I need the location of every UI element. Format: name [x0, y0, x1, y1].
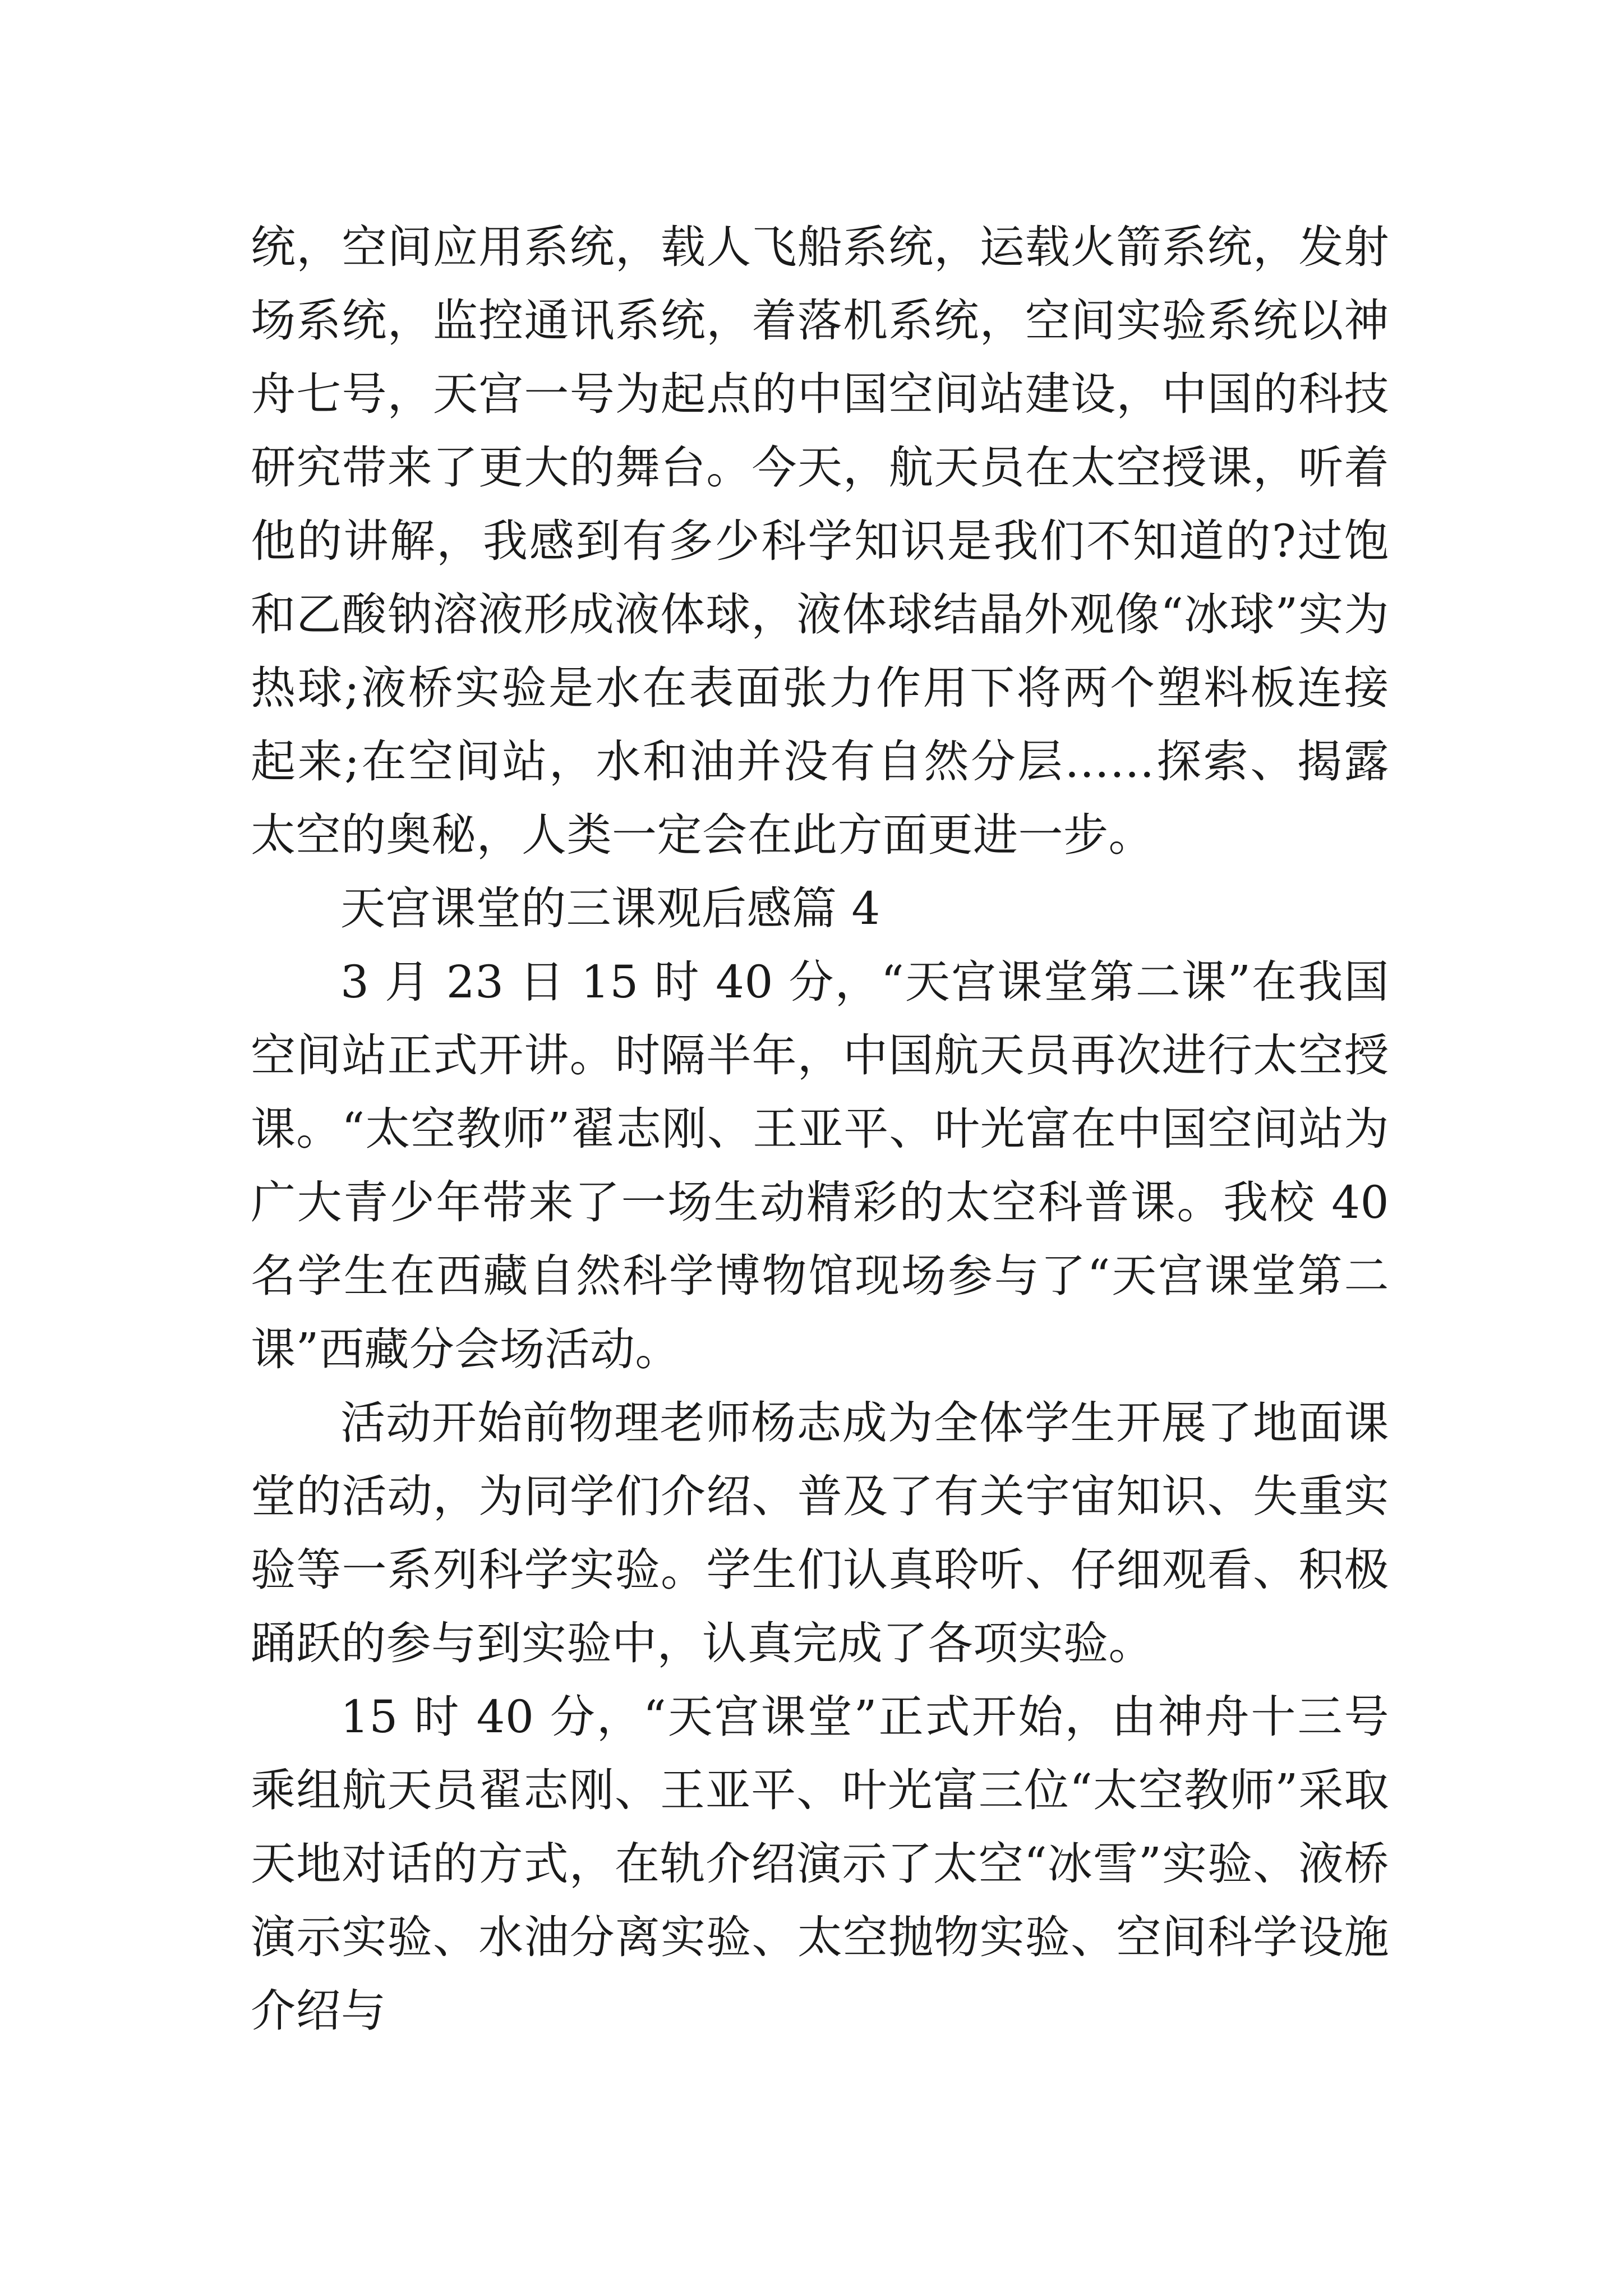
document-body: [251, 210, 1389, 2047]
paragraph-body: 活动开始前物理老师杨志成为全体学生开展了地面课堂的活动，为同学们介绍、普及了有关宇宙知识、失重实验等一系列科学实验。学生们认真聆听、仔细观看、积极踊跃的参与到实验中，认真完成了各项实验。: [251, 1397, 1389, 1669]
paragraph-continuation: 统，空间应用系统，载人飞船系统，运载火箭系统，发射场系统，监控通讯系统，着落机系统，空间实验系统以神舟七号，天宫一号为起点的中国空间站建设，中国的科技研究带来了更大的舞台。今天，航天员在太空授课，听着他的讲解，我感到有多少科学知识是我们不知道的?过饱和乙酸钠溶液形成液体球，液体球结晶外观像“冰球”实为热球;液桥实验是水在表面张力作用下将两个塑料板连接起来;在空间站，水和油并没有自然分层……探索、揭露太空的奥秘，人类一定会在此方面更进一步。: [251, 221, 1389, 861]
paragraph-body: 3 月 23 日 15 时 40 分，“天宫课堂第二课”在我国空间站正式开讲。时隔半年，中国航天员再次进行太空授课。“太空教师”翟志刚、王亚平、叶光富在中国空间站为广大青少年带来了一场生动精彩的太空科普课。我校 40 名学生在西藏自然科学博物馆现场参与了“天宫课堂第二课”西藏分会场活动。: [251, 956, 1389, 1375]
paragraph-body: 15 时 40 分，“天宫课堂”正式开始，由神舟十三号乘组航天员翟志刚、王亚平、叶光富三位“太空教师”采取天地对话的方式，在轨介绍演示了太空“冰雪”实验、液桥演示实验、水油分离实验、太空抛物实验、空间科学设施介绍与: [251, 1691, 1389, 2037]
section-heading: 天宫课堂的三课观后感篇 4: [340, 882, 880, 935]
